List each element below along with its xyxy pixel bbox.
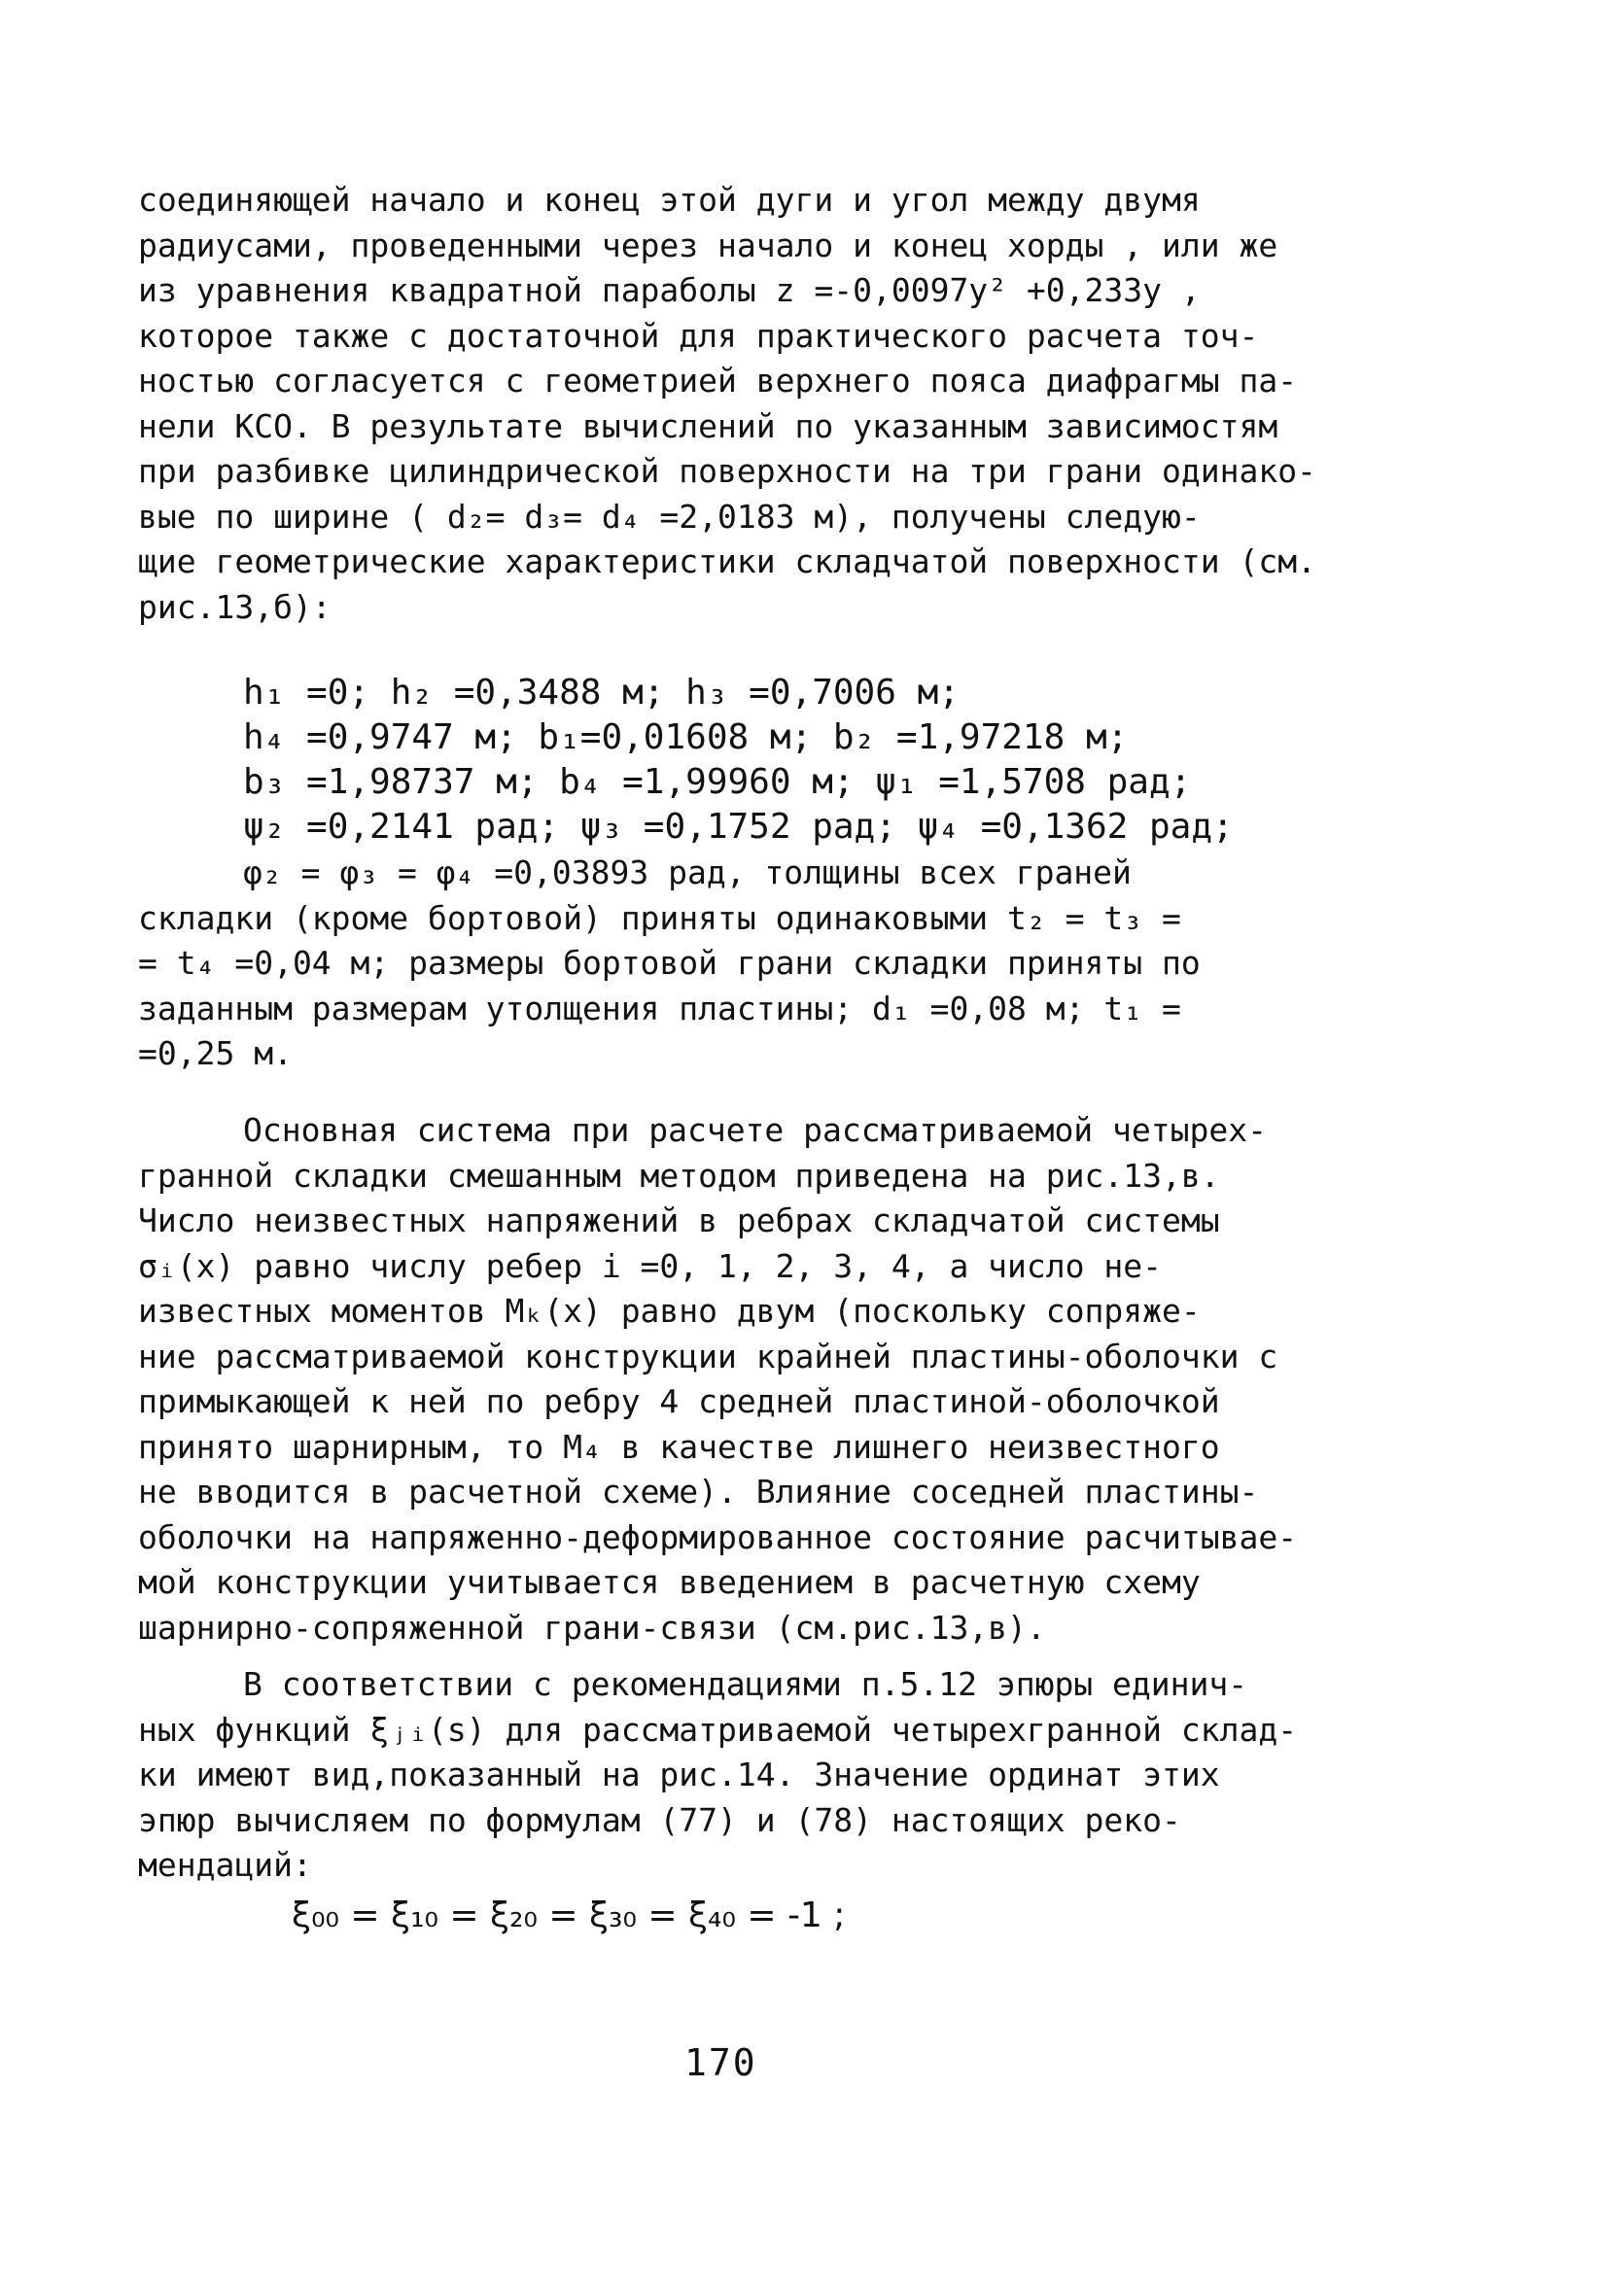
text-line: примыкающей к ней по ребру 4 средней пластиной-оболочкой: [138, 1382, 1220, 1420]
text-line: из уравнения квадратной параболы z =-0,0097y² +0,233y ,: [138, 271, 1201, 309]
text-line: рис.13,б):: [138, 587, 332, 626]
text-line: соединяющей начало и конец этой дуги и угол между двумя: [138, 181, 1201, 219]
text-line: вые по ширине ( d₂= d₃= d₄ =2,0183 м), получены следую-: [138, 497, 1201, 536]
formula-xi-equals-minus-one: ξ₀₀ = ξ₁₀ = ξ₂₀ = ξ₃₀ = ξ₄₀ = -1 ;: [292, 1896, 846, 1935]
text-line: щие геометрические характеристики складчатой поверхности (см.: [138, 542, 1316, 580]
paragraph-geometry-intro: [138, 178, 1489, 630]
text-line: σᵢ(x) равно числу ребер i =0, 1, 2, 3, 4, а число не-: [138, 1246, 1162, 1285]
text-line: ных функций ξⱼᵢ(s) для рассматриваемой четырехгранной склад-: [138, 1710, 1298, 1749]
text-line: φ₂ = φ₃ = φ₄ =0,03893 рад, толщины всех граней: [243, 853, 1132, 891]
paragraph-unit-functions: [138, 1662, 1489, 1889]
text-line: гранной складки смешанным методом приведена на рис.13,в.: [138, 1156, 1220, 1195]
text-line: не вводится в расчетной схеме). Влияние соседней пластины-: [138, 1473, 1259, 1511]
text-line: известных моментов Mₖ(x) равно двум (поскольку сопряже-: [138, 1292, 1201, 1330]
text-line: эпюр вычисляем по формулам (77) и (78) настоящих реко-: [138, 1800, 1181, 1839]
geometry-values-block: [243, 671, 1497, 850]
text-line: мой конструкции учитывается введением в расчетную схему: [138, 1563, 1201, 1601]
text-line: оболочки на напряженно-деформированное состояние расчитывае-: [138, 1517, 1298, 1556]
text-line: ние рассматриваемой конструкции крайней пластины-оболочки с: [138, 1337, 1278, 1375]
text-line: складки (кроме бортовой) приняты одинаковыми t₂ = t₃ =: [138, 898, 1181, 937]
text-line: В соответствии с рекомендациями п.5.12 эпюры единич-: [243, 1665, 1248, 1703]
geometry-values-line: h₁ =0; h₂ =0,3488 м; h₃ =0,7006 м;: [243, 673, 960, 713]
text-line: которое также с достаточной для практического расчета точ-: [138, 316, 1259, 355]
text-line: =0,25 м.: [138, 1034, 293, 1072]
geometry-values-line: h₄ =0,9747 м; b₁=0,01608 м; b₂ =1,97218 м;: [243, 717, 1129, 757]
geometry-values-line: b₃ =1,98737 м; b₄ =1,99960 м; ψ₁ =1,5708 рад;: [243, 762, 1192, 802]
text-line: нели КСО. В результате вычислений по указанным зависимостям: [138, 406, 1278, 445]
geometry-values-line: ψ₂ =0,2141 рад; ψ₃ =0,1752 рад; ψ₄ =0,1362 рад;: [243, 807, 1234, 847]
paragraph-thickness: [138, 851, 1489, 1077]
text-line: шарнирно-сопряженной грани-связи (см.рис.13,в).: [138, 1608, 1046, 1647]
text-line: радиусами, проведенными через начало и конец хорды , или же: [138, 226, 1278, 264]
paragraph-basic-system: [138, 1108, 1489, 1651]
text-line: мендаций:: [138, 1846, 312, 1884]
text-line: ки имеют вид,показанный на рис.14. Значение ординат этих: [138, 1756, 1220, 1793]
text-line: ностью согласуется с геометрией верхнего пояса диафрагмы па-: [138, 362, 1298, 400]
text-line: при разбивке цилиндрической поверхности на три грани одинако-: [138, 452, 1316, 490]
text-line: Основная система при расчете рассматриваемой четырех-: [243, 1111, 1267, 1149]
page-number: 170: [684, 2041, 757, 2084]
text-line: Число неизвестных напряжений в ребрах складчатой системы: [138, 1201, 1220, 1239]
text-line: заданным размерам утолщения пластины; d₁ =0,08 м; t₁ =: [138, 989, 1181, 1027]
text-line: принято шарнирным, то M₄ в качестве лишнего неизвестного: [138, 1427, 1220, 1466]
text-line: = t₄ =0,04 м; размеры бортовой грани складки приняты по: [138, 944, 1201, 982]
